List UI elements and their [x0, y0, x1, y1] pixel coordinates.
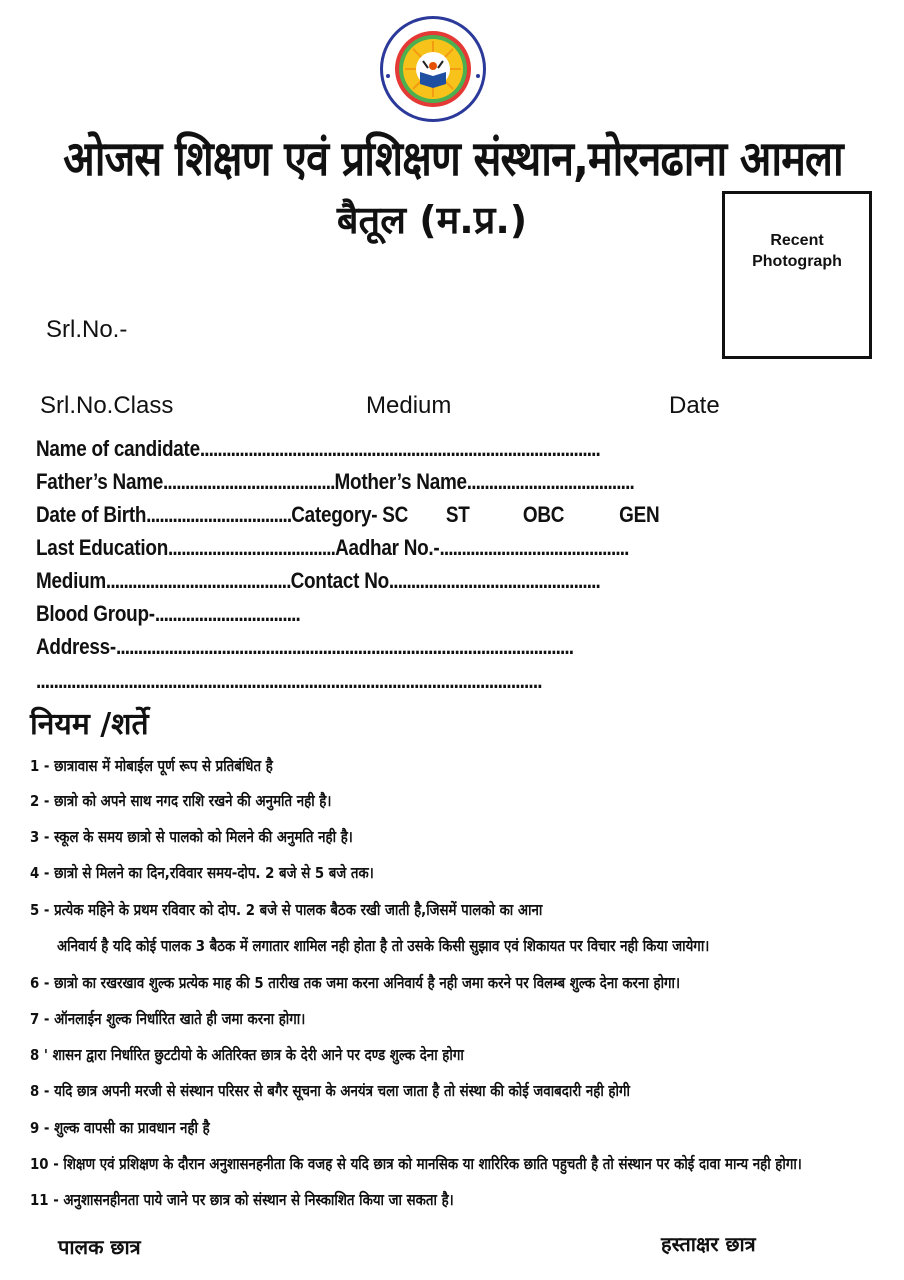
field-education-aadhar[interactable] — [36, 533, 629, 563]
category-sc[interactable]: Category- SC — [291, 502, 409, 527]
field-address[interactable] — [36, 632, 573, 662]
dob-label: Date of Birth — [36, 502, 147, 527]
field-candidate-name[interactable] — [36, 434, 600, 464]
contact-label: Contact No — [290, 568, 389, 593]
father-name-label: Father’s Name — [36, 469, 164, 494]
candidate-name-dots[interactable]: ........................................................................................... — [199, 436, 600, 461]
parent-signature-label: पालक छात्र — [58, 1235, 141, 1259]
rule-item: 3 - स्कूल के समय छात्रो से पालको को मिलने की अनुमति नही है। — [30, 828, 353, 846]
student-signature-label: हस्ताक्षर छात्र — [661, 1232, 756, 1256]
rule-item: 2 - छात्रो को अपने साथ नगद राशि रखने की अनुमति नही है। — [30, 792, 332, 810]
date-label: Date — [669, 392, 720, 419]
rule-item: 5 - प्रत्येक महिने के प्रथम रविवार को दोप. 2 बजे से पालक बैठक रखी जाती है,जिसमें पालको का आना — [30, 901, 543, 919]
address-label: Address- — [36, 634, 116, 659]
field-parents[interactable] — [36, 467, 634, 497]
rule-item: 10 - शिक्षण एवं प्रशिक्षण के दौरान अनुशासनहनीता कि वजह से यदि छात्र को मानसिक या शारिरिक छाति पहुचती है तो संस्थान पर कोई दावा मान्य नही होगा। — [30, 1155, 802, 1173]
blood-group-dots[interactable]: ................................. — [154, 601, 300, 626]
photo-box — [722, 191, 872, 359]
field-dob-category[interactable] — [36, 500, 659, 530]
field-address-line2[interactable] — [36, 666, 542, 696]
mother-name-label: Mother’s Name — [334, 469, 467, 494]
category-obc[interactable]: OBC — [522, 502, 565, 527]
aadhar-label: Aadhar No.- — [335, 535, 440, 560]
rule-item: 8 ' शासन द्वारा निर्धारित छुटटीयो के अतिरिक्त छात्र के देरी आने पर दण्ड शुल्क देना होगा — [30, 1046, 464, 1064]
institute-title: ओजस शिक्षण एवं प्रशिक्षण संस्थान,मोरनढाना आमला — [63, 131, 843, 187]
candidate-name-label: Name of candidate — [36, 436, 200, 461]
field-blood-group[interactable] — [36, 599, 300, 629]
address-line2-dots[interactable]: ................................................................................................................... — [36, 668, 542, 693]
photo-label-line1: Recent — [770, 232, 824, 249]
rule-item-continuation: अनिवार्य है यदि कोई पालक 3 बैठक में लगातार शामिल नही होता है तो उसके किसी सुझाव एवं शिकायत पर विचार नही किया जायेगा। — [57, 937, 710, 955]
address-dots[interactable]: ........................................................................................................ — [115, 634, 574, 659]
dob-dots[interactable]: ................................. — [146, 502, 292, 527]
field-medium-contact[interactable] — [36, 566, 600, 596]
rule-item: 6 - छात्रो का रखरखाव शुल्क प्रत्येक माह की 5 तारीख तक जमा करना अनिवार्य है नही जमा करने पर विलम्ब शुल्क देना करना होगा। — [30, 974, 681, 992]
education-label: Last Education — [36, 535, 169, 560]
father-name-dots[interactable]: ....................................... — [163, 469, 335, 494]
contact-dots[interactable]: ................................................ — [388, 568, 600, 593]
institute-location: बैतूल (म.प्र.) — [336, 198, 528, 242]
rule-item: 11 - अनुशासनहीनता पाये जाने पर छात्र को संस्थान से निस्काशित किया जा सकता है। — [30, 1191, 454, 1209]
serial-number-label: Srl.No.- — [46, 316, 128, 343]
rule-item: 9 - शुल्क वापसी का प्रावधान नही है — [30, 1119, 210, 1137]
medium-field-label: Medium — [36, 568, 106, 593]
blood-group-label: Blood Group- — [36, 601, 155, 626]
logo-emblem-icon — [378, 14, 488, 124]
photo-box-label — [725, 230, 869, 272]
photo-label-line2: Photograph — [752, 253, 842, 270]
category-st[interactable]: ST — [445, 502, 470, 527]
medium-dots[interactable]: .......................................... — [105, 568, 291, 593]
mother-name-dots[interactable]: ...................................... — [466, 469, 634, 494]
education-dots[interactable]: ...................................... — [168, 535, 336, 560]
rule-item: 8 - यदि छात्र अपनी मरजी से संस्थान परिसर से बगैर सूचना के अनयंत्र चला जाता है तो संस्था की कोई जवाबदारी नही होगी — [30, 1082, 630, 1100]
rule-item: 1 - छात्रावास में मोबाईल पूर्ण रूप से प्रतिबंधित है — [30, 757, 273, 775]
aadhar-dots[interactable]: ........................................... — [439, 535, 629, 560]
rule-item: 4 - छात्रो से मिलने का दिन,रविवार समय-दोप. 2 बजे से 5 बजे तक। — [30, 864, 374, 882]
institute-logo — [378, 14, 488, 124]
class-label: Srl.No.Class — [40, 392, 174, 419]
rule-item: 7 - ऑनलाईन शुल्क निर्धारित खाते ही जमा करना होगा। — [30, 1010, 306, 1028]
category-gen[interactable]: GEN — [619, 502, 660, 527]
rules-heading: नियम /शर्ते — [30, 707, 149, 742]
medium-label: Medium — [366, 392, 452, 419]
